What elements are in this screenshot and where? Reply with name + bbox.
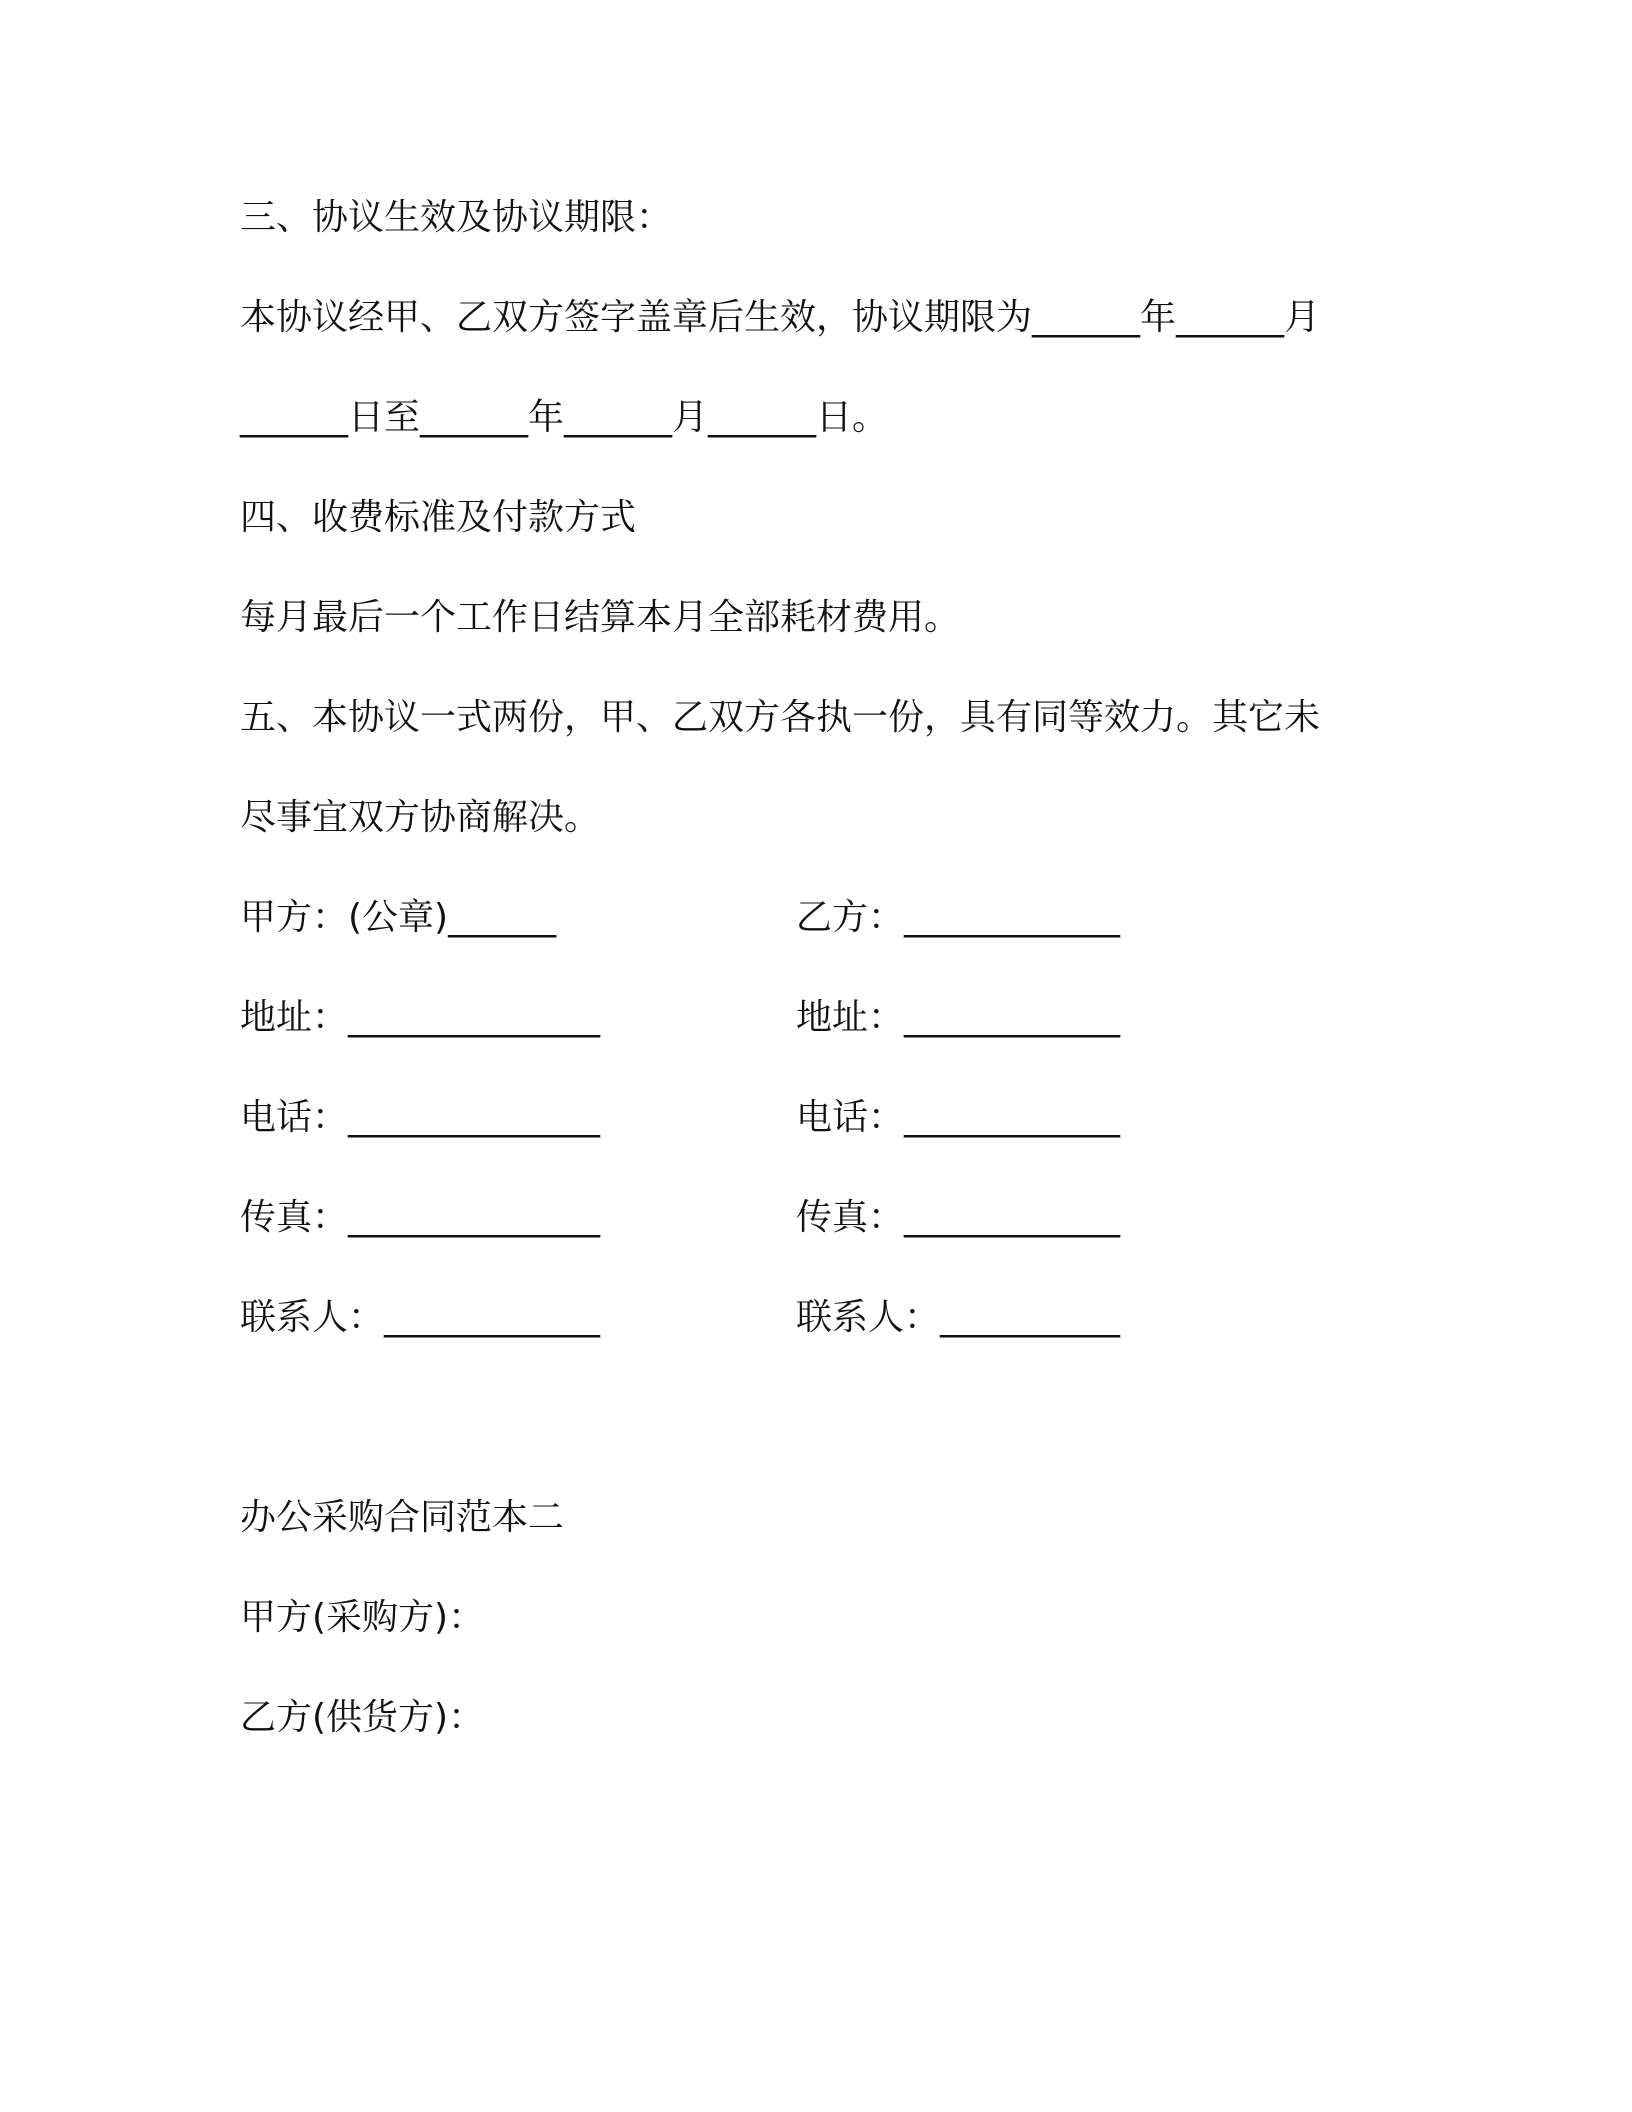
party-b-address: 地址：____________ (796, 997, 1121, 1038)
party-a-address: 地址：______________ (240, 997, 601, 1038)
party-b-phone: 电话：____________ (796, 1097, 1121, 1138)
sample2-party-b: 乙方(供货方)： (240, 1697, 485, 1738)
sample2-party-a: 甲方(采购方)： (240, 1597, 485, 1638)
party-a-contact: 联系人：____________ (240, 1297, 601, 1338)
party-a-phone: 电话：______________ (240, 1097, 601, 1138)
signature-row-contact (240, 1293, 1400, 1493)
party-a-fax: 传真：______________ (240, 1197, 601, 1238)
party-a-seal: 甲方：(公章)______ (240, 897, 557, 938)
section4-body: 每月最后一个工作日结算本月全部耗材费用。 (240, 597, 961, 638)
party-b-contact: 联系人：__________ (796, 1297, 1121, 1338)
section4-heading: 四、收费标准及付款方式 (240, 497, 637, 538)
section5-line1: 五、本协议一式两份，甲、乙双方各执一份，具有同等效力。其它未 (240, 697, 1321, 738)
sample2-title: 办公采购合同范本二 (240, 1497, 565, 1538)
section5-line2: 尽事宜双方协商解决。 (240, 797, 601, 838)
section3-line1: 本协议经甲、乙双方签字盖章后生效，协议期限为______年______月 (240, 297, 1321, 338)
party-b-name: 乙方：____________ (796, 897, 1121, 938)
section3-line2: ______日至______年______月______日。 (240, 397, 889, 438)
party-b-fax: 传真：____________ (796, 1197, 1121, 1238)
section3-heading: 三、协议生效及协议期限： (240, 197, 673, 238)
